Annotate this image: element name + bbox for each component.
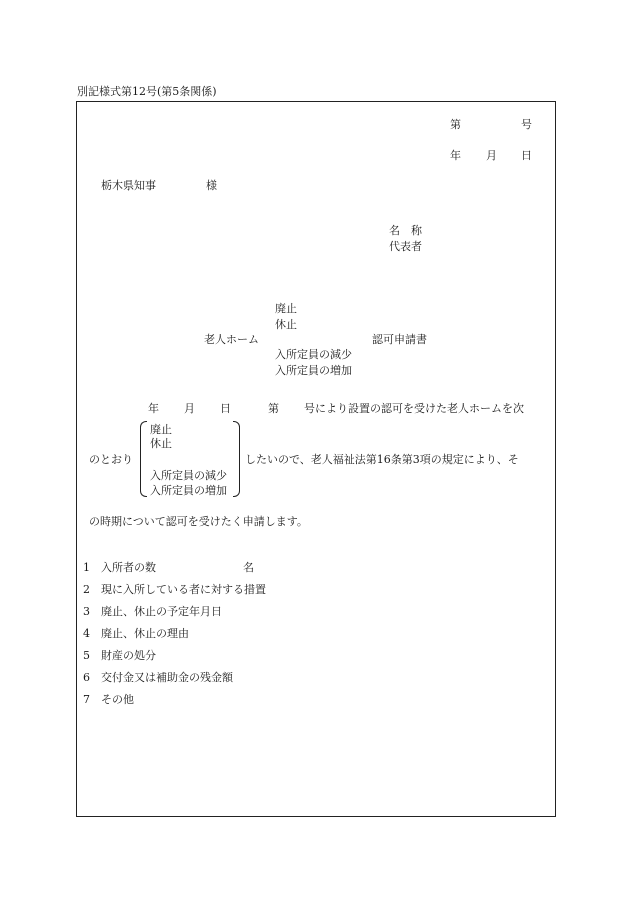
item-3-label: 廃止、休止の予定年月日 (101, 605, 222, 618)
item-2-num: 2 (83, 583, 90, 596)
title-prefix: 老人ホーム (204, 333, 259, 346)
title-suffix: 認可申請書 (372, 333, 427, 346)
item-6-label: 交付金又は補助金の残金額 (101, 671, 233, 684)
doc-number-suffix: 号 (521, 118, 532, 131)
title-option-increase: 入所定員の増加 (275, 364, 352, 377)
body-line1-text: 号により設置の認可を受けた老人ホームを次 (304, 402, 524, 415)
body-option-suspend: 休止 (150, 437, 172, 450)
bracket-left (140, 421, 147, 497)
body-day: 日 (220, 402, 231, 415)
bracket-right (233, 421, 240, 497)
title-option-abolish: 廃止 (275, 302, 297, 315)
item-7-num: 7 (83, 693, 90, 706)
body-option-abolish: 廃止 (150, 423, 172, 436)
addressee-name: 栃木県知事 (101, 179, 156, 192)
body-line2-rest: したいので、老人福祉法第16条第3項の規定により、そ (245, 453, 519, 466)
date-year: 年 (450, 149, 461, 162)
doc-number-prefix: 第 (450, 118, 461, 131)
body-month: 月 (184, 402, 195, 415)
applicant-rep-label: 代表者 (389, 240, 422, 253)
item-1-label: 入所者の数 (101, 561, 156, 574)
date-day: 日 (521, 149, 532, 162)
date-month: 月 (486, 149, 497, 162)
body-noto-ori: のとおり (89, 453, 133, 466)
applicant-name-label: 名 称 (389, 224, 422, 237)
body-dai: 第 (268, 402, 279, 415)
item-5-num: 5 (83, 649, 90, 662)
item-4-num: 4 (83, 627, 90, 640)
body-year: 年 (148, 402, 159, 415)
body-line3: の時期について認可を受けたく申請します。 (89, 515, 308, 528)
body-option-increase: 入所定員の増加 (150, 484, 227, 497)
item-1-unit: 名 (243, 561, 254, 574)
title-option-decrease: 入所定員の減少 (275, 348, 352, 361)
body-option-decrease: 入所定員の減少 (150, 469, 227, 482)
item-6-num: 6 (83, 671, 90, 684)
item-2-label: 現に入所している者に対する措置 (101, 583, 266, 596)
addressee-honorific: 様 (206, 179, 217, 192)
form-label: 別記様式第12号(第5条関係) (77, 85, 217, 98)
item-3-num: 3 (83, 605, 90, 618)
item-1-num: 1 (83, 561, 90, 574)
item-5-label: 財産の処分 (101, 649, 156, 662)
item-4-label: 廃止、休止の理由 (101, 627, 189, 640)
title-option-suspend: 休止 (275, 318, 297, 331)
item-7-label: その他 (101, 693, 134, 706)
